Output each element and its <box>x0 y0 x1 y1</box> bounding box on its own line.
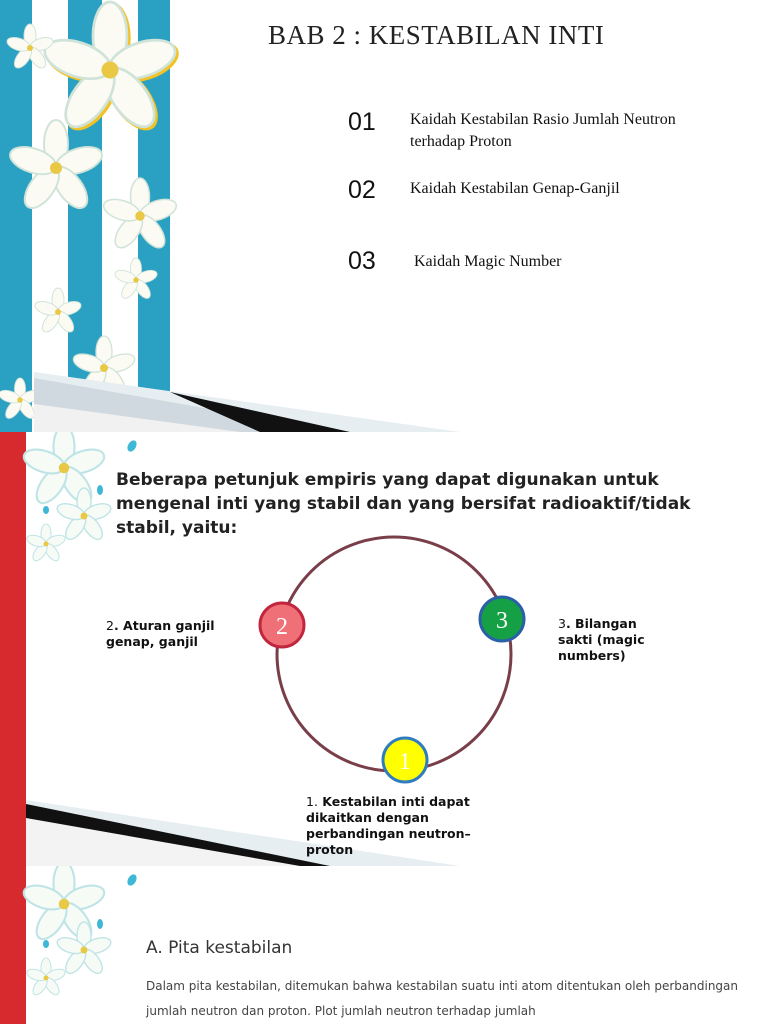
item-text-2: Kaidah Kestabilan Genap-Ganjil <box>410 180 620 197</box>
node-1 <box>383 738 427 782</box>
item-text-3: Kaidah Magic Number <box>414 253 562 270</box>
section-paragraph: Dalam pita kestabilan, ditemukan bahwa kestabilan suatu inti atom ditentukan oleh perbandingan jumlah neutron dan proton. Plot jumlah neutron terhadap jumlah <box>146 979 738 1018</box>
item-number-2: 02 <box>348 176 376 204</box>
flower-icon <box>40 2 184 139</box>
node-3 <box>480 597 524 641</box>
slide-2 <box>0 432 768 866</box>
slide-1 <box>0 0 768 432</box>
slide-heading: Beberapa petunjuk empiris yang dapat digunakan untuk mengenal inti yang stabil dan yang bersifat radioaktif/tidak stabil, yaitu: <box>116 470 691 538</box>
item-number-1: 01 <box>348 108 376 136</box>
slide-3 <box>0 866 768 1024</box>
cycle-ring <box>277 537 511 771</box>
node-2-number: 2 <box>276 614 288 640</box>
label-node-2: 2. Aturan ganjil genap, ganjil <box>106 618 215 649</box>
section-heading: A. Pita kestabilan <box>146 938 293 958</box>
item-number-3: 03 <box>348 247 376 275</box>
item-text-1: Kaidah Kestabilan Rasio Jumlah Neutron terhadap Proton <box>410 111 676 150</box>
label-node-3: 3. Bilangan sakti (magic numbers) <box>558 616 645 663</box>
floral-decoration <box>0 0 768 432</box>
node-3-number: 3 <box>496 608 508 634</box>
node-2 <box>260 603 304 647</box>
slide-title: BAB 2 : KESTABILAN INTI <box>268 20 605 50</box>
label-node-1: 1. Kestabilan inti dapat dikaitkan dengan perbandingan neutron–proton <box>306 794 471 857</box>
node-1-number: 1 <box>399 749 411 775</box>
